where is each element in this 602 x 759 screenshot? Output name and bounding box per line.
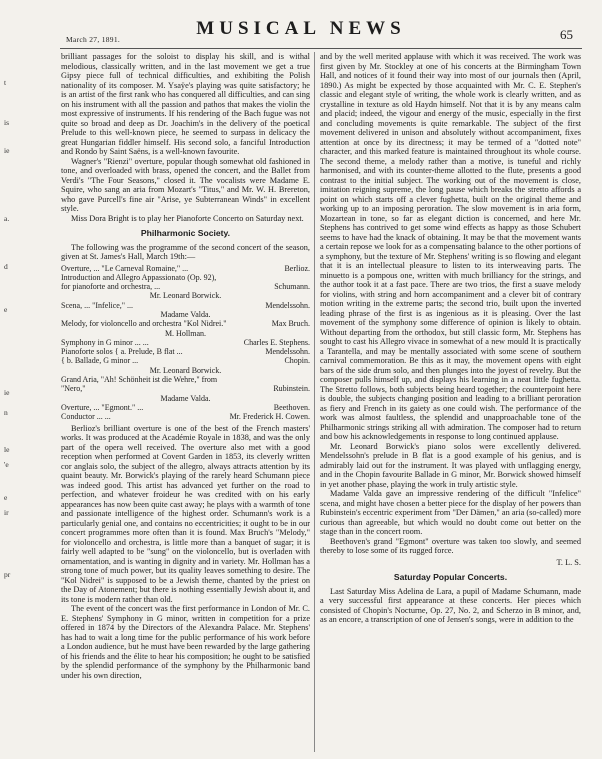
programme-composer: Schumann.	[274, 282, 310, 292]
section-heading-philharmonic: Philharmonic Society.	[140, 228, 231, 238]
margin-fragment: e	[4, 305, 8, 314]
review-paragraph: and by the well merited applause with which it was received. The work was first given by Mr. Stockley at one of his concerts at the Birmingham Town Hall, and notices of it found their way into most of our journals then (April, 1890.) As might be expected by those acquainted with Mr. C. E. Stephen's classic and elegant style of writing, the whole work is clearly written, and as crystalline in texture as old Haydn himself. Not that it is by any means calm and placid; indeed, the vigour and energy of the music, especially in the first and concluding movements is quite remarkable. The subject of the first movement delivered in unison and absolutely without accompaniment, fixes attention at once by its directness; it may be termed of a "dotted note" character, and this marked feature is maintained throughout its whole course. The second theme, a melody rather than a motive, is tuneful and richly harmonised, and with its counter-theme allotted to the flute, presents a good contrast to the initial subject. The working out of the movement is close, imitation reigning supreme, the long pause which breaks the stretto affords a point on which starts off a clever fughetta, built on the original theme and working up to an imposing peroration. The slow movement is in aria form, Mozartean in tone, so far as elegant diction is concerned, and here Mr. Stephens has contrived to get some wind effects as happy as those Schubert seems to have had the knack of obtaining. It may be that the movement wants a certain repose we look for as a compensating balance to the other portions of a symphony, but the texture of Mr. Stephens' writing is so flowing and elegant that it is an intellectual pleasure to listen to its interweaving parts. The minuetto is a pompous one, written with much brilliancy for the strings, and the author took it at a fast pace. There are two trios, the first a suave melody for violins, with string and horn accompaniment and a clever bit of contrary motion writing in the extreme parts; the second trio, built upon the inverted leading phrase of the first is as ingenious as it is pleasing. Over the last movement of the symphony some difference of opinion is likely to obtain. Without departing from the orthodox, but still classic form, Mr. Stephens has sought to cast his Allegro vivace in somewhat of a new mould It is practically a Tarantella, and may be mentally associated with some scene of southern carnival commemoration. Be this as it may, the movement opens with eight bars of the side drum solo, and then plunges into the joyest of revelry. But the composer pulls himself up, and displays his learning in a neat little fughetta. The Stretto follows, both subjects being heard together; the counterpoint here is double, the subjects changing position and leading to a brilliant peroration as fiery and French in its gaiety as one could wish. The performance of the work was almost faultless, the splendid and unapproachable tone of the Philharmonic strings striking all with admiration. The composer had to return and bow his acknowledgements in response to long continued applause.	[320, 52, 581, 441]
margin-fragment: 'e	[4, 460, 9, 469]
programme-item	[61, 347, 310, 356]
margin-fragment: d	[4, 262, 8, 271]
article-paragraph: brilliant passages for the soloist to display his skill, and is withal melodious, classically written, and in the last movement we get a true Gipsy piece full of technical difficulties, and exhibiting the Polish nationality of its composer. M. Ysaÿe's playing was quite satisfactory; he is an artist of the first rank who has conquered all difficulties, and can sing on his instrument with all the passion and pathos that makes the violin the most expressive of instruments. If his rendering of the Bach fugue was not quite so broad and deep as Dr. Joachim's in the delivery of the poetical Prelude to this well-known piece, he seemed to surpass in delicacy the great Hungarian fiddler himself. His second solo, a fanciful Introduction and Rondo by Saint Saëns, is a well-known favourite.	[61, 52, 310, 156]
margin-fragment: le	[4, 445, 10, 454]
left-column	[61, 52, 310, 680]
concert-programme	[61, 264, 310, 422]
programme-item	[61, 384, 310, 393]
review-paragraph: Madame Valda gave an impressive rendering of the difficult "Infelice" scena, and might have chosen a better piece for the display of her powers than Rubinstein's eccentric experiment from "Der Dämen," an aria (so-called) more curious than agreeable, but which would no doubt come out better on the stage than in the concert room.	[320, 489, 581, 536]
review-paragraph: Beethoven's grand "Egmont" overture was taken too slowly, and seemed thereby to lose some of its rugged force.	[320, 536, 581, 555]
section-heading-saturday-popular: Saturday Popular Concerts.	[393, 572, 508, 582]
programme-item	[61, 282, 310, 291]
programme-performer: Madame Valda.	[160, 309, 211, 319]
margin-fragment: t	[4, 78, 7, 87]
programme-piece: Scena, ... "Infelice," ...	[61, 300, 134, 310]
programme-piece: Pianoforte solos { a. Prelude, B flat ...	[61, 347, 183, 357]
programme-piece: Melody, for violoncello and orchestra "Kol Nidrei."	[61, 319, 227, 329]
programme-piece: Introduction and Allegro Appassionato (Op. 92),	[61, 272, 217, 282]
programme-item	[61, 412, 310, 421]
programme-composer: Max Bruch.	[271, 319, 310, 329]
programme-item	[61, 356, 310, 365]
margin-fragment: pr	[4, 570, 11, 579]
margin-fragment: a.	[4, 214, 10, 223]
programme-item	[61, 273, 310, 282]
programme-item	[61, 301, 310, 310]
programme-composer: Mendelssohn.	[265, 300, 310, 310]
programme-composer: Rubinstein.	[273, 384, 310, 394]
programme-performer: Madame Valda.	[160, 393, 211, 403]
issue-date: March 27, 1891.	[66, 35, 121, 44]
programme-item	[61, 264, 310, 273]
masthead-title: MUSICAL NEWS	[196, 18, 406, 39]
programme-piece: "Nero,"	[61, 384, 86, 394]
program-intro: The following was the programme of the second concert of the season, given at St. James's Hall, March 19th:—	[61, 242, 310, 261]
programme-piece: Conductor ... ...	[61, 412, 111, 422]
review-paragraph: Berlioz's brilliant overture is one of the best of the French masters' works. It was produced at the Académie Royale in 1838, and was the only part of the opera well received. The overture also met with a good reception when performed at Covent Garden in 1853, its cleverly written cor anglais solo, the subject of the allegro, always attracts attention by its quaint beauty. Mr. Borwick's playing of the rarely heard Schumann piece was indeed good. This artist has advanced yet further on the road to perfection, and whatever froideur he was credited with on his early appearances has now been quite cast away; he plays with a warmth of tone and passionate intelligence of the highest order. Schumann's work is a particularly genial one, and contains no eccentricities; it ought to be in our concert programmes more often than it is found. Max Bruch's "Melody," for violoncello and orchestra, is little more than a banquet of sugar; it is fairly well adapted to be "sung" on the violoncello, but is overladen with ornamentation, and is wanting in dignity and in variety. Mr. Hollman has a strong tone of much power, but its quality leaves something to desire. The "Kol Nidrei" is supposed to be a Jewish theme, chanted by the priest on the Day of Atonement; but there is nothing essentially Jewish about it, and its tone is modern rather than old.	[61, 423, 310, 604]
right-column	[320, 52, 581, 625]
programme-item	[61, 403, 310, 412]
programme-composer: Chopin.	[284, 356, 310, 366]
article-paragraph: Wagner's "Rienzi" overture, popular though somewhat old fashioned in tone, and overloaded with brass, opened the concert, and the Ballet from Verdi's "The Four Seasons," closed it. The vocalists were Madame E. Squire, who sang an aria from Mozart's "Titus," and Mr. W. H. Brereton, who gave Purcell's fine air "Arise, ye Subterranean Winds" in excellent style.	[61, 156, 310, 213]
programme-performer: M. Hollman.	[164, 328, 207, 338]
programme-composer: Mr. Frederick H. Cowen.	[229, 412, 310, 422]
programme-item	[61, 319, 310, 328]
column-divider	[314, 52, 315, 752]
programme-composer: Mendelssohn.	[265, 347, 310, 357]
programme-piece: Grand Aria, "Ah! Schönheit ist die Wehre," from	[61, 375, 218, 385]
programme-composer: Charles E. Stephens.	[243, 337, 310, 347]
programme-piece: for pianoforte and orchestra, ...	[61, 282, 161, 292]
programme-piece: { b. Ballade, G minor ...	[61, 356, 139, 366]
margin-fragment: is	[4, 118, 10, 127]
programme-item	[61, 338, 310, 347]
programme-composer: Beethoven.	[273, 402, 310, 412]
programme-piece: Overture, ... "Le Carneval Romaine," ...	[61, 263, 189, 273]
header-rule	[60, 48, 582, 49]
review-paragraph: The event of the concert was the first performance in London of Mr. C. E. Stephens' Symphony in G minor, written in competition for a prize offered in 1874 by the Directors of the Alexandra Palace. Mr. Stephens' has had to wait a long time for the public performance of his work before a London audience, but he must have been rewarded by the large gathering of his friends and the élite to hear his composition; he ought to be satisfied by the splendid performance of the symphony by the Philharmonic band under his own direction,	[61, 604, 310, 680]
programme-performer: Mr. Leonard Borwick.	[149, 291, 222, 301]
programme-performer: Mr. Leonard Borwick.	[149, 365, 222, 375]
margin-fragment: ie	[4, 146, 10, 155]
programme-piece: Symphony in G minor ... ...	[61, 337, 149, 347]
page-header	[0, 10, 602, 46]
programme-composer: Berlioz.	[284, 263, 310, 273]
programme-piece: Overture, ... "Egmont." ...	[61, 402, 144, 412]
article-paragraph: Miss Dora Bright is to play her Pianoforte Concerto on Saturday next.	[71, 213, 304, 223]
margin-fragment: ie	[4, 388, 10, 397]
margin-fragment: n	[4, 408, 8, 417]
author-signature: T. L. S.	[556, 557, 581, 567]
page-number: 65	[560, 27, 573, 42]
margin-fragment: ir	[4, 508, 9, 517]
article-paragraph: Last Saturday Miss Adelina de Lara, a pupil of Madame Schumann, made a very successful first appearance at these concerts. Her pieces which consisted of Chopin's Nocturne, Op. 27, No. 2, and Scherzo in B minor, and, as an encore, a transcription of one of Jensen's songs, were in addition to the	[320, 586, 581, 624]
programme-item	[61, 375, 310, 384]
review-paragraph: Mr. Leonard Borwick's piano solos were excellently delivered. Mendelssohn's prelude in B flat is a good example of his genius, and is admirably laid out for the instrument. It was played with unflagging energy, and in the Chopin favourite Ballade in G minor, Mr. Borwick showed himself in yet another phase, playing the work in truly artistic style.	[320, 441, 581, 489]
margin-fragment: e	[4, 493, 8, 502]
